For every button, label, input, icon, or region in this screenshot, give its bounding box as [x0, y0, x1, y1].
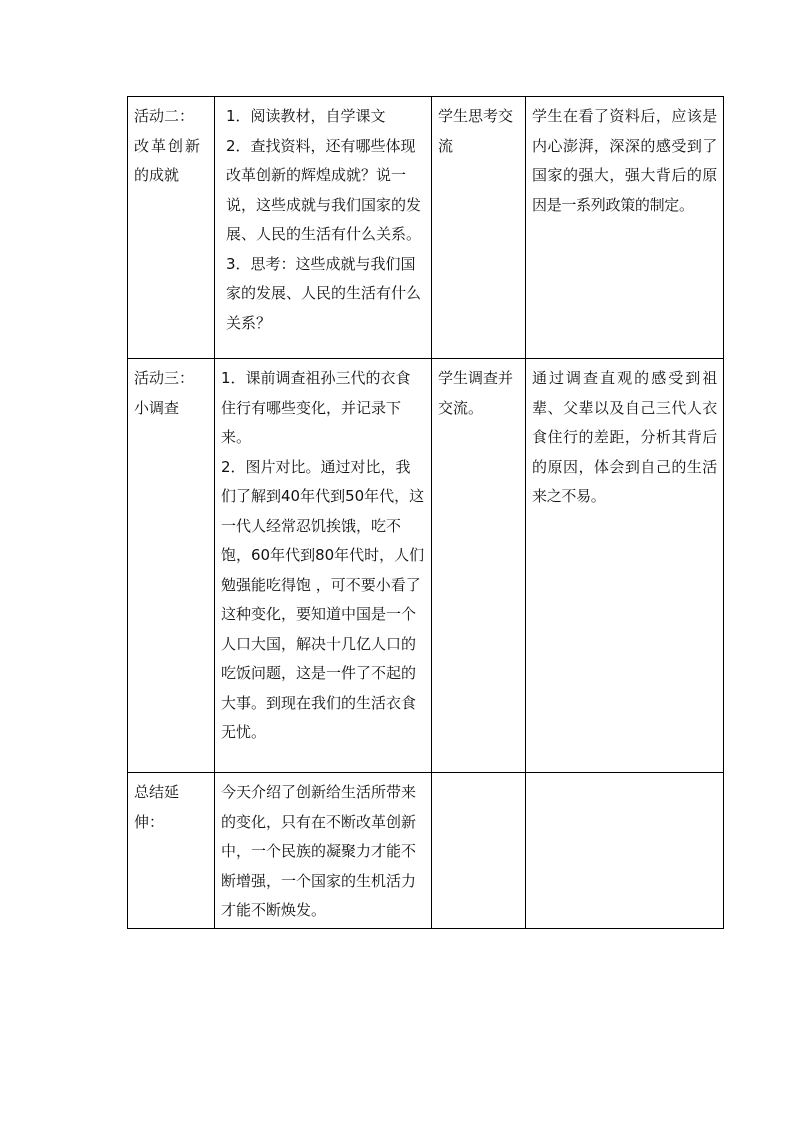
step-text: 3．思考：这些成就与我们国家的发展、人民的生活有什么关系？: [226, 254, 422, 332]
lesson-plan-table: [127, 96, 724, 929]
step-text: 2．图片对比。通过对比，我们了解到40年代到50年代，这一代人经常忍饥挨饿，吃不饱，60年代到80年代时，人们勉强能吃得饱 ，可不要小看了这种变化，要知道中国是一个人口大国，解决十几亿人口的吃饭问题，这是一件了不起的大事。到现在我们的生活衣食无忧。: [221, 457, 425, 741]
design-intent-cell: [526, 97, 724, 359]
steps-cell: [215, 97, 432, 359]
table-row: [128, 773, 724, 929]
activity-subtitle: 的成就: [134, 166, 180, 184]
student-activity-text: 学生调查并交流。: [438, 369, 514, 417]
design-intent-text: 通过调查直观的感受到祖辈、父辈以及自己三代人衣食住行的差距，分析其背后的原因，体会到自己的生活来之不易。: [532, 369, 717, 505]
design-intent-text: 学生在看了资料后，应该是内心澎湃，深深的感受到了国家的强大，强大背后的原因是一系列政策的制定。: [532, 107, 717, 214]
student-activity-cell: [432, 97, 526, 359]
steps-cell: [215, 773, 432, 929]
activity-subtitle: 小调查: [134, 398, 180, 417]
activity-cell: [128, 773, 215, 929]
student-activity-text: 学生思考交流: [438, 107, 514, 155]
activity-subtitle: 改革创新: [134, 136, 203, 155]
student-activity-cell: [432, 773, 526, 929]
student-activity-cell: [432, 359, 526, 773]
step-text: 1．阅读教材，自学课文: [226, 107, 386, 125]
table-row: [128, 97, 724, 359]
design-intent-cell: [526, 359, 724, 773]
step-text: 2．查找资料，还有哪些体现改革创新的辉煌成就？说一说，这些成就与我们国家的发展、人民的生活有什么关系。: [226, 136, 422, 243]
design-intent-cell: [526, 773, 724, 929]
activity-cell: [128, 359, 215, 773]
step-text: 今天介绍了创新给生活所带来的变化，只有在不断改革创新中，一个民族的凝聚力才能不断增强，一个国家的生机活力才能不断焕发。: [221, 783, 417, 919]
activity-cell: [128, 97, 215, 359]
step-text: 1．课前调查祖孙三代的衣食住行有哪些变化，并记录下来。: [221, 369, 411, 446]
activity-title: 总结延伸：: [134, 783, 180, 831]
activity-title: 活动三：: [134, 369, 195, 387]
activity-title: 活动二：: [134, 107, 195, 125]
steps-cell: [215, 359, 432, 773]
table-row: [128, 359, 724, 773]
